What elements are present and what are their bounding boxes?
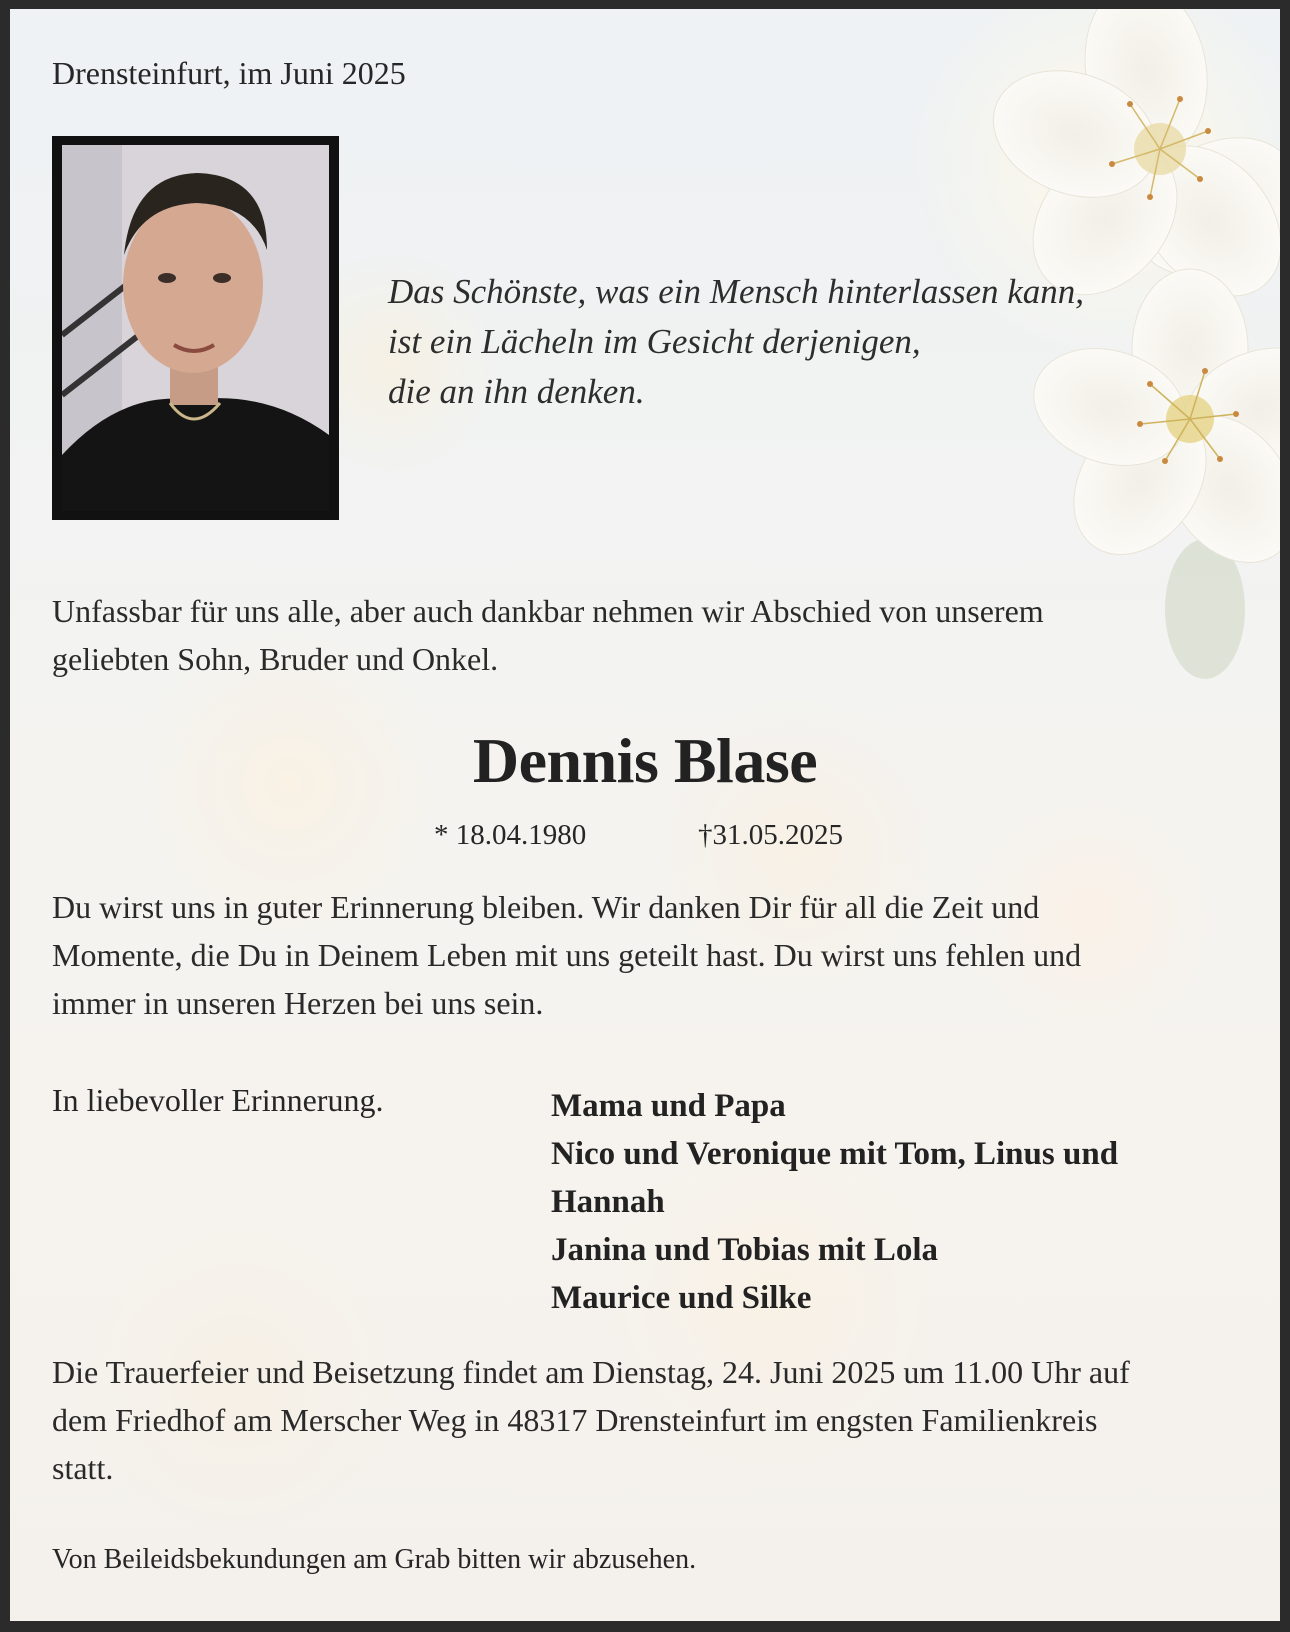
- death-date: †31.05.2025: [698, 819, 843, 851]
- condolence-note: Von Beileidsbekundungen am Grab bitten wir abzusehen.: [52, 1544, 697, 1575]
- family-member: Nico und Veronique mit Tom, Linus und: [551, 1136, 1119, 1172]
- service-paragraph: [52, 1348, 1130, 1492]
- quote-line: die an ihn denken.: [388, 372, 645, 411]
- remembrance-line: immer in unseren Herzen bei uns sein.: [52, 985, 544, 1021]
- family-member: Hannah: [551, 1184, 665, 1220]
- birth-date: * 18.04.1980: [434, 819, 587, 851]
- obituary-card: [10, 9, 1280, 1621]
- intro-line: Unfassbar für uns alle, aber auch dankbar nehmen wir Abschied von unserem: [52, 593, 1044, 629]
- portrait-photo: [52, 136, 339, 520]
- family-member: Maurice und Silke: [551, 1280, 812, 1316]
- service-line: statt.: [52, 1450, 114, 1486]
- signoff-label: In liebevoller Erinnerung.: [52, 1082, 384, 1118]
- service-line: dem Friedhof am Merscher Weg in 48317 Drensteinfurt im engsten Familienkreis: [52, 1402, 1098, 1438]
- intro-paragraph: [52, 587, 1044, 683]
- quote-line: Das Schönste, was ein Mensch hinterlassen kann,: [388, 272, 1085, 311]
- dateline: Drensteinfurt, im Juni 2025: [52, 55, 406, 91]
- remembrance-line: Momente, die Du in Deinem Leben mit uns geteilt hast. Du wirst uns fehlen und: [52, 937, 1082, 973]
- family-member: Mama und Papa: [551, 1088, 786, 1124]
- intro-line: geliebten Sohn, Bruder und Onkel.: [52, 641, 499, 677]
- family-member: Janina und Tobias mit Lola: [551, 1232, 939, 1268]
- quote-line: ist ein Lächeln im Gesicht derjenigen,: [388, 322, 921, 361]
- memorial-quote: [388, 267, 1084, 417]
- remembrance-paragraph: [52, 883, 1081, 1027]
- deceased-name: Dennis Blase: [472, 725, 818, 796]
- remembrance-line: Du wirst uns in guter Erinnerung bleiben. Wir danken Dir für all die Zeit und: [52, 889, 1040, 925]
- service-line: Die Trauerfeier und Beisetzung findet am Dienstag, 24. Juni 2025 um 11.00 Uhr auf: [52, 1354, 1130, 1390]
- family-list: [551, 1082, 1118, 1322]
